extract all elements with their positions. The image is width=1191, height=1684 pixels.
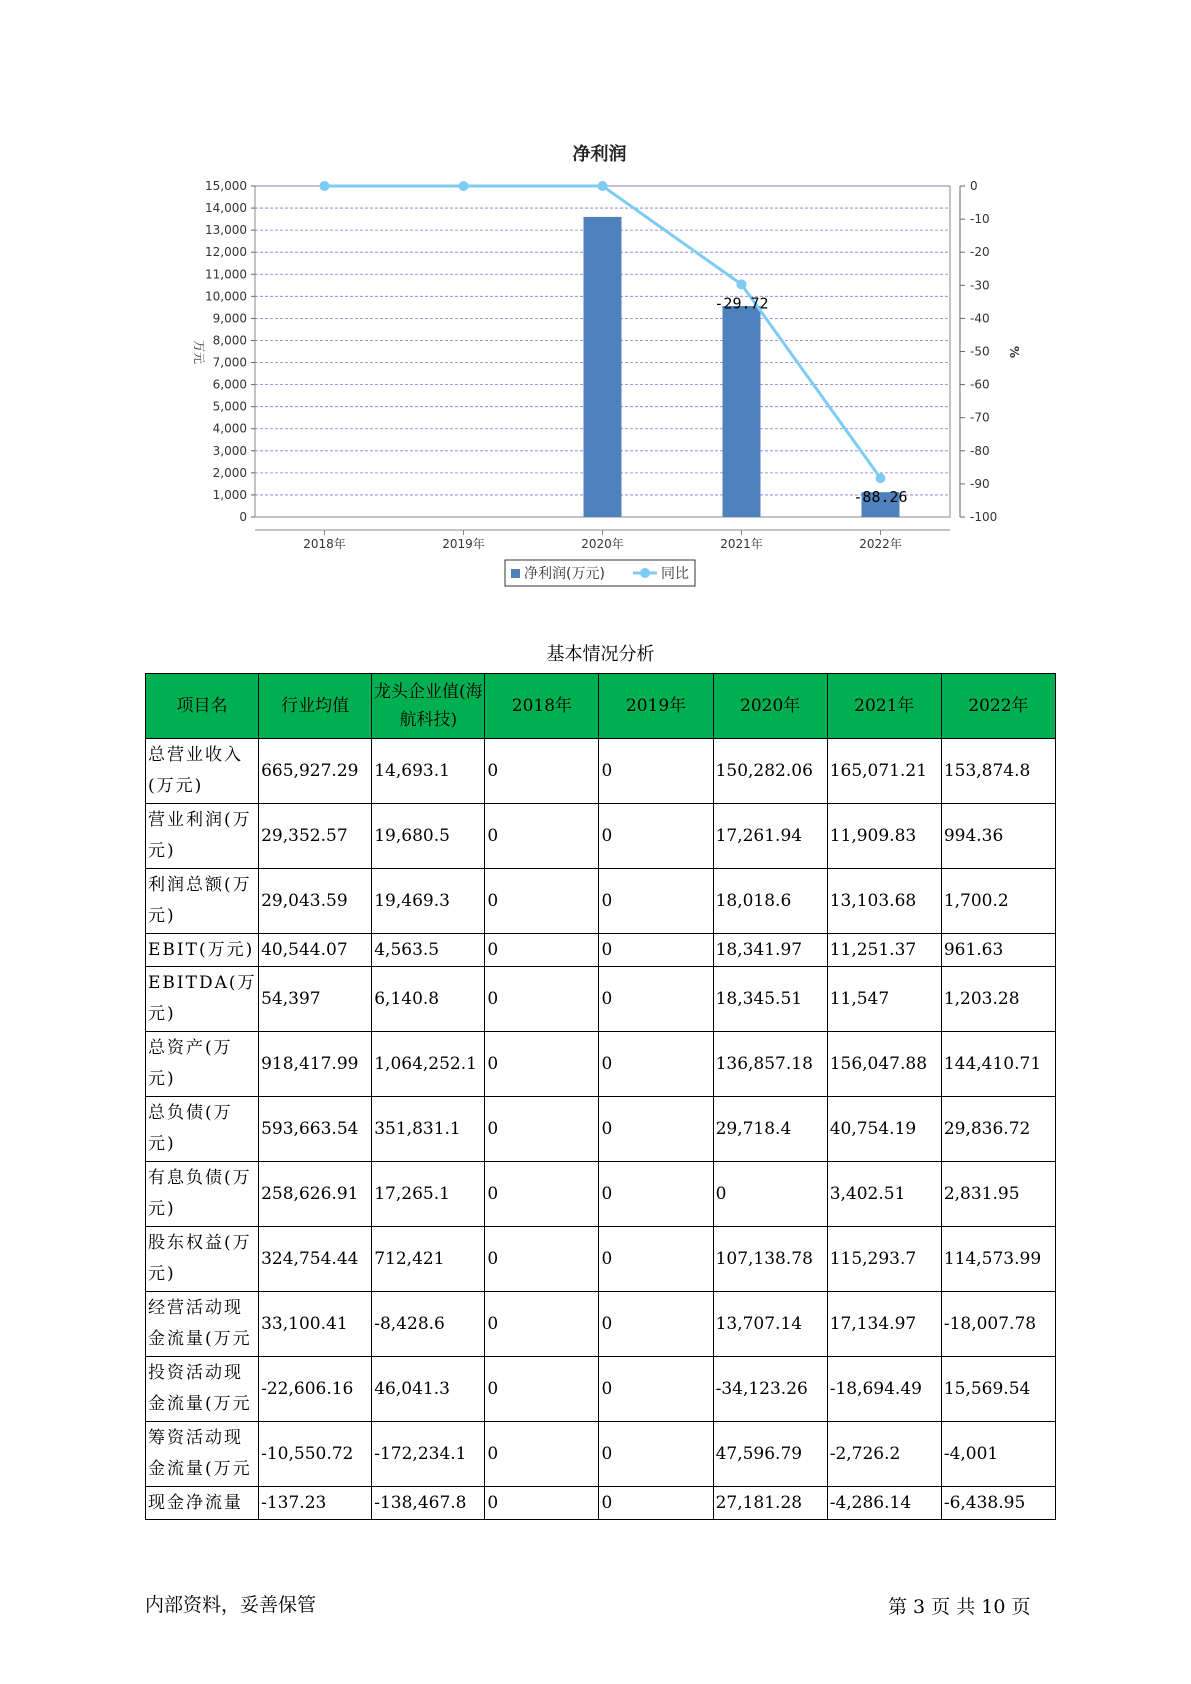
table-cell: 0 <box>599 869 713 934</box>
table-cell: 712,421 <box>372 1227 485 1292</box>
table-cell: 3,402.51 <box>827 1162 941 1227</box>
y-tick-label: 14,000 <box>205 201 247 216</box>
table-cell: 19,469.3 <box>372 869 485 934</box>
table-cell: 11,251.37 <box>827 934 941 967</box>
table-cell: 0 <box>485 1422 599 1487</box>
table-cell: 961.63 <box>941 934 1055 967</box>
table-cell: 665,927.29 <box>259 739 372 804</box>
y2-tick-label: -70 <box>970 410 990 425</box>
table-cell: 40,754.19 <box>827 1097 941 1162</box>
table-cell: 0 <box>599 1422 713 1487</box>
table-cell: 19,680.5 <box>372 804 485 869</box>
table-cell: -6,438.95 <box>941 1487 1055 1520</box>
yoy-point <box>459 181 469 191</box>
y-tick-label: 12,000 <box>205 245 247 260</box>
yoy-point <box>598 181 608 191</box>
table-cell: 15,569.54 <box>941 1357 1055 1422</box>
table-cell: 1,064,252.1 <box>372 1032 485 1097</box>
header-2020: 2020年 <box>713 674 827 739</box>
header-industry-avg: 行业均值 <box>259 674 372 739</box>
table-cell: 54,397 <box>259 967 372 1032</box>
y-tick-label: 11,000 <box>205 267 247 282</box>
table-cell: 27,181.28 <box>713 1487 827 1520</box>
header-2019: 2019年 <box>599 674 713 739</box>
y-tick-label: 1,000 <box>212 487 247 502</box>
table-cell: 33,100.41 <box>259 1292 372 1357</box>
y2-tick-label: -100 <box>970 510 998 524</box>
data-label: -29.72 <box>714 294 769 313</box>
table-cell: 18,341.97 <box>713 934 827 967</box>
y2-axis-label: % <box>1007 345 1021 359</box>
chart-svg <box>0 0 1191 600</box>
table-cell: 6,140.8 <box>372 967 485 1032</box>
table-row <box>146 1292 1056 1357</box>
table-cell: 0 <box>485 1032 599 1097</box>
table-cell: -10,550.72 <box>259 1422 372 1487</box>
footer-page-number: 第 3 页 共 10 页 <box>888 1596 1031 1618</box>
bar-2020年 <box>584 217 622 517</box>
table-cell: 11,909.83 <box>827 804 941 869</box>
table-cell: 156,047.88 <box>827 1032 941 1097</box>
table-cell: 153,874.8 <box>941 739 1055 804</box>
table-row <box>146 934 1056 967</box>
table-cell: 114,573.99 <box>941 1227 1055 1292</box>
x-tick-label: 2022年 <box>859 537 902 551</box>
table-cell: 324,754.44 <box>259 1227 372 1292</box>
table-cell: 0 <box>599 1162 713 1227</box>
table-cell: -138,467.8 <box>372 1487 485 1520</box>
chart-title: 净利润 <box>572 144 627 165</box>
table-cell: 994.36 <box>941 804 1055 869</box>
row-label-cell: 筹资活动现金流量(万元 <box>146 1422 259 1487</box>
basic-analysis-table <box>145 673 1056 1520</box>
table-cell: 593,663.54 <box>259 1097 372 1162</box>
table-cell: 918,417.99 <box>259 1032 372 1097</box>
y-tick-label: 13,000 <box>205 223 247 238</box>
y-tick-label: 6,000 <box>212 377 247 392</box>
x-tick-label: 2021年 <box>720 537 763 551</box>
table-row <box>146 1032 1056 1097</box>
y-tick-label: 10,000 <box>205 289 247 304</box>
table-row <box>146 869 1056 934</box>
y-axis-label: 万元 <box>192 339 206 365</box>
y-tick-label: 3,000 <box>212 443 247 458</box>
table-cell: 0 <box>485 739 599 804</box>
table-cell: 1,700.2 <box>941 869 1055 934</box>
table-cell: -2,726.2 <box>827 1422 941 1487</box>
table-cell: 46,041.3 <box>372 1357 485 1422</box>
table-cell: 150,282.06 <box>713 739 827 804</box>
table-cell: 0 <box>599 1292 713 1357</box>
table-header-row <box>146 674 1056 739</box>
y-tick-label: 4,000 <box>212 421 247 436</box>
table-cell: 0 <box>485 1292 599 1357</box>
legend-label-line: 同比 <box>661 566 689 582</box>
table-cell: 29,043.59 <box>259 869 372 934</box>
row-label-cell: 投资活动现金流量(万元 <box>146 1357 259 1422</box>
table-cell: 0 <box>599 739 713 804</box>
y2-tick-label: -30 <box>970 278 990 293</box>
table-cell: 0 <box>485 934 599 967</box>
table-cell: 144,410.71 <box>941 1032 1055 1097</box>
yoy-point <box>320 181 330 191</box>
header-leader-value: 龙头企业值(海航科技) <box>372 674 485 739</box>
row-label-cell: 总资产(万元) <box>146 1032 259 1097</box>
data-label: -88.26 <box>853 488 908 507</box>
table-cell: -4,286.14 <box>827 1487 941 1520</box>
table-cell: 18,345.51 <box>713 967 827 1032</box>
table-cell: 0 <box>599 1097 713 1162</box>
x-tick-label: 2019年 <box>442 537 485 551</box>
table-cell: -22,606.16 <box>259 1357 372 1422</box>
yoy-point <box>876 473 886 483</box>
row-label-cell: 营业利润(万元) <box>146 804 259 869</box>
table-cell: 136,857.18 <box>713 1032 827 1097</box>
y2-tick-label: -40 <box>970 311 990 326</box>
legend-label-bar: 净利润(万元) <box>524 566 605 582</box>
table-cell: 0 <box>599 934 713 967</box>
table-cell: 40,544.07 <box>259 934 372 967</box>
table-row <box>146 1227 1056 1292</box>
table-cell: 0 <box>599 1032 713 1097</box>
row-label-cell: 现金净流量 <box>146 1487 259 1520</box>
table-cell: -34,123.26 <box>713 1357 827 1422</box>
table-cell: 17,265.1 <box>372 1162 485 1227</box>
table-cell: 29,836.72 <box>941 1097 1055 1162</box>
table-row <box>146 967 1056 1032</box>
table-cell: 0 <box>485 1097 599 1162</box>
table-cell: 1,203.28 <box>941 967 1055 1032</box>
table-row <box>146 1487 1056 1520</box>
y-tick-label: 9,000 <box>212 311 247 326</box>
table-cell: 0 <box>485 1357 599 1422</box>
table-cell: 18,018.6 <box>713 869 827 934</box>
table-cell: 0 <box>599 1357 713 1422</box>
x-tick-label: 2020年 <box>581 537 624 551</box>
table-cell: 0 <box>485 967 599 1032</box>
table-cell: -18,694.49 <box>827 1357 941 1422</box>
row-label-cell: 有息负债(万元) <box>146 1162 259 1227</box>
header-2022: 2022年 <box>941 674 1055 739</box>
table-cell: 115,293.7 <box>827 1227 941 1292</box>
y2-tick-label: -20 <box>970 245 990 260</box>
table-cell: -137.23 <box>259 1487 372 1520</box>
table-row <box>146 1097 1056 1162</box>
row-label-cell: EBIT(万元) <box>146 934 259 967</box>
x-tick-label: 2018年 <box>303 537 346 551</box>
y2-tick-label: -80 <box>970 443 990 458</box>
table-cell: 0 <box>599 804 713 869</box>
y-tick-label: 15,000 <box>205 179 247 193</box>
table-cell: 351,831.1 <box>372 1097 485 1162</box>
table-cell: 0 <box>599 1487 713 1520</box>
legend-swatch-bar <box>511 569 520 578</box>
table-cell: -18,007.78 <box>941 1292 1055 1357</box>
table-row <box>146 804 1056 869</box>
row-label-cell: EBITDA(万元) <box>146 967 259 1032</box>
table-cell: 0 <box>599 1227 713 1292</box>
header-2018: 2018年 <box>485 674 599 739</box>
footer-confidential: 内部资料，妥善保管 <box>145 1594 317 1616</box>
row-label-cell: 总营业收入(万元) <box>146 739 259 804</box>
bar-2021年 <box>723 306 761 517</box>
y2-tick-label: -60 <box>970 377 990 392</box>
table-title: 基本情况分析 <box>546 644 655 665</box>
table-cell: 13,707.14 <box>713 1292 827 1357</box>
table-cell: 14,693.1 <box>372 739 485 804</box>
table-cell: 29,352.57 <box>259 804 372 869</box>
table-cell: 0 <box>485 1227 599 1292</box>
header-item-name: 项目名 <box>146 674 259 739</box>
table-cell: 0 <box>485 1162 599 1227</box>
table-cell: 165,071.21 <box>827 739 941 804</box>
table-cell: 17,261.94 <box>713 804 827 869</box>
row-label-cell: 股东权益(万元) <box>146 1227 259 1292</box>
table-cell: 107,138.78 <box>713 1227 827 1292</box>
table-cell: 29,718.4 <box>713 1097 827 1162</box>
y2-tick-label: -10 <box>970 212 990 227</box>
table-cell: 47,596.79 <box>713 1422 827 1487</box>
y2-tick-label: 0 <box>970 179 978 193</box>
y2-tick-label: -50 <box>970 344 990 359</box>
table-cell: 2,831.95 <box>941 1162 1055 1227</box>
header-2021: 2021年 <box>827 674 941 739</box>
y-tick-label: 7,000 <box>212 355 247 370</box>
y-tick-label: 5,000 <box>212 399 247 414</box>
table-cell: 11,547 <box>827 967 941 1032</box>
row-label-cell: 总负债(万元) <box>146 1097 259 1162</box>
table-cell: 0 <box>713 1162 827 1227</box>
table-cell: -8,428.6 <box>372 1292 485 1357</box>
table-cell: -172,234.1 <box>372 1422 485 1487</box>
table-cell: 0 <box>485 869 599 934</box>
table-cell: -4,001 <box>941 1422 1055 1487</box>
table-cell: 258,626.91 <box>259 1162 372 1227</box>
table-cell: 0 <box>485 1487 599 1520</box>
table-cell: 13,103.68 <box>827 869 941 934</box>
table-row <box>146 739 1056 804</box>
table-row <box>146 1422 1056 1487</box>
row-label-cell: 利润总额(万元) <box>146 869 259 934</box>
table-cell: 0 <box>599 967 713 1032</box>
row-label-cell: 经营活动现金流量(万元 <box>146 1292 259 1357</box>
legend-swatch-point <box>640 568 650 578</box>
net-profit-chart <box>0 0 1191 600</box>
table-row <box>146 1357 1056 1422</box>
y-tick-label: 0 <box>239 510 247 524</box>
table-cell: 0 <box>485 804 599 869</box>
yoy-point <box>737 279 747 289</box>
table-cell: 17,134.97 <box>827 1292 941 1357</box>
y-tick-label: 2,000 <box>212 465 247 480</box>
table-cell: 4,563.5 <box>372 934 485 967</box>
table-row <box>146 1162 1056 1227</box>
y-tick-label: 8,000 <box>212 333 247 348</box>
y2-tick-label: -90 <box>970 476 990 491</box>
